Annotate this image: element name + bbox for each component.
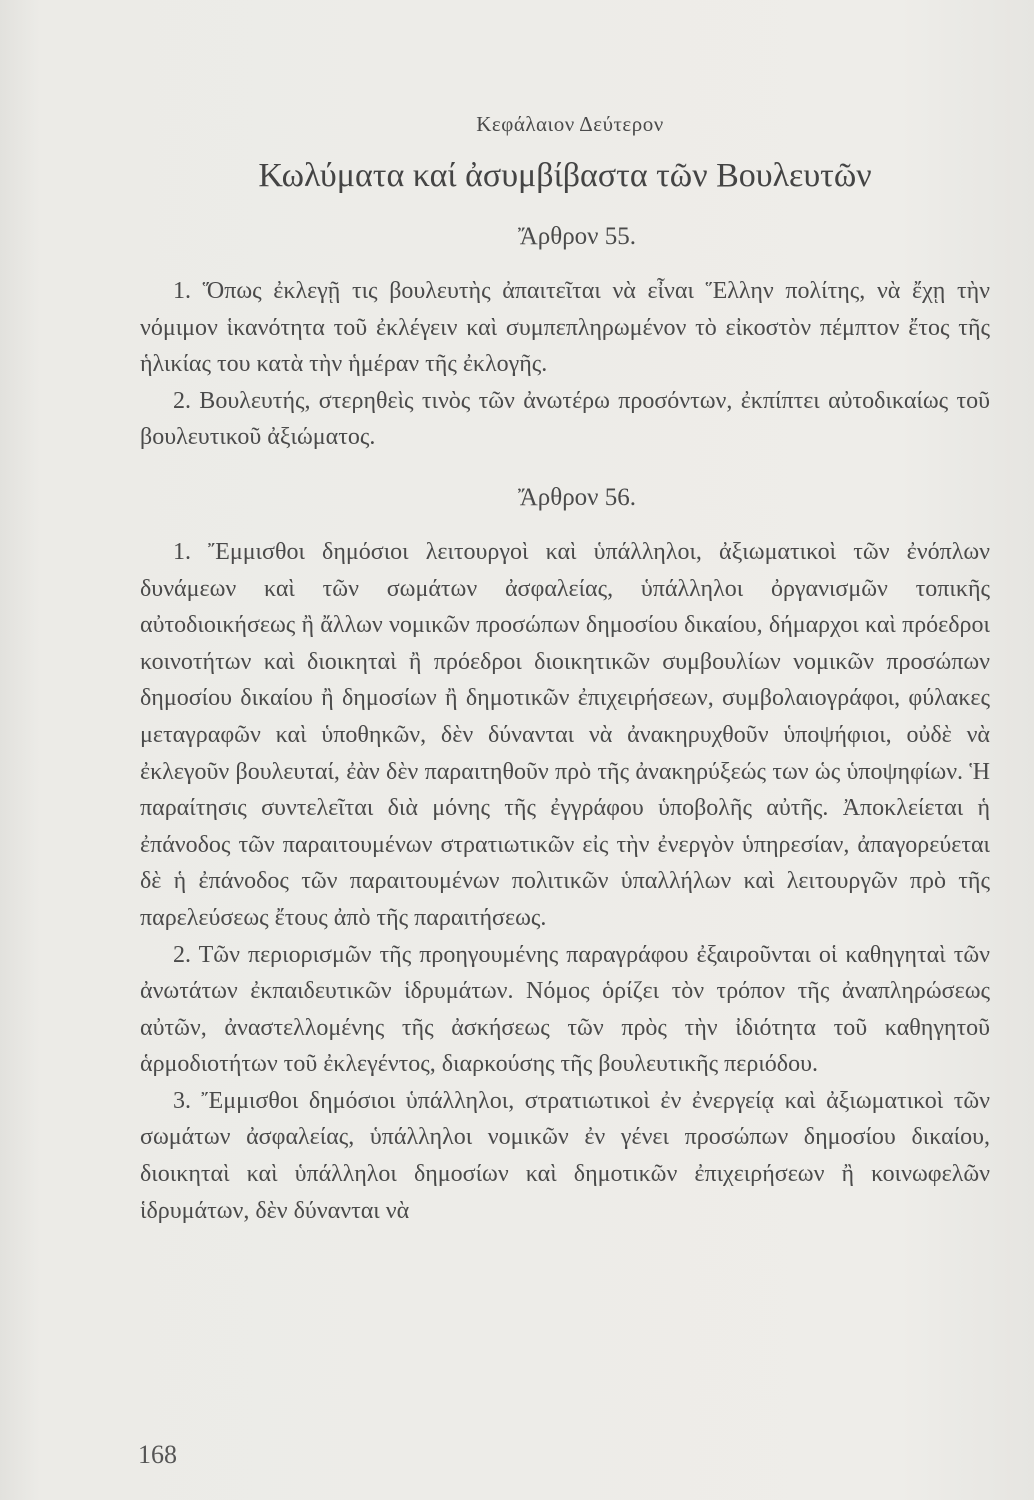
- page-number: 168: [138, 1440, 177, 1469]
- article-55-paragraph-1: 1. Ὅπως ἐκλεγῇ τις βουλευτὴς ἀπαιτεῖται νὰ εἶναι Ἕλλην πολίτης, νὰ ἔχῃ τὴν νόμιμον ἱκανότητα τοῦ ἐκλέγειν καὶ συμπεπληρωμένον τὸ εἰκοστὸν πέμπτον ἔτος τῆς ἡλικίας του κατὰ τὴν ἡμέραν τῆς ἐκλογῆς.: [140, 278, 990, 378]
- article-56-paragraph-2: 2. Τῶν περιορισμῶν τῆς προηγουμένης παραγράφου ἐξαιροῦνται οἱ καθηγηταὶ τῶν ἀνωτάτων ἐκπαιδευτικῶν ἱδρυμάτων. Νόμος ὁρίζει τὸν τρόπον τῆς ἀναπληρώσεως αὐτῶν, ἀναστελλομένης τῆς ἀσκήσεως τῶν πρὸς τὴν ἰδιότητα τοῦ καθηγητοῦ ἁρμοδιοτήτων τοῦ ἐκλεγέντος, διαρκούσης τῆς βουλευτικῆς περιόδου.: [140, 941, 990, 1078]
- chapter-label: Κεφάλαιον Δεύτερον: [476, 112, 664, 136]
- section-gap: [140, 456, 990, 484]
- article-56-paragraph-3: 3. Ἔμμισθοι δημόσιοι ὑπάλληλοι, στρατιωτικοὶ ἐν ἐνεργείᾳ καὶ ἀξιωματικοὶ τῶν σωμάτων ἀσφαλείας, ὑπάλληλοι νομικῶν ἐν γένει προσώπων δημοσίου δικαίου, διοικηταὶ καὶ ὑπάλληλοι δημοσίων καὶ δημοτικῶν ἐπιχειρήσεων ἢ κοινωφελῶν ἱδρυμάτων, δὲν δύνανται νὰ: [140, 1087, 990, 1224]
- article-55-paragraph-2: 2. Βουλευτής, στερηθεὶς τινὸς τῶν ἀνωτέρω προσόντων, ἐκπίπτει αὐτοδικαίως τοῦ βουλευτικοῦ ἀξιώματος.: [140, 387, 990, 451]
- article-55-heading: Ἄρθρον 55.: [517, 223, 636, 250]
- article-56-heading: Ἄρθρον 56.: [517, 483, 636, 511]
- article-56-paragraph-1: 1. Ἔμμισθοι δημόσιοι λειτουργοὶ καὶ ὑπάλληλοι, ἀξιωματικοὶ τῶν ἐνόπλων δυνάμεων καὶ τῶν σωμάτων ἀσφαλείας, ὑπάλληλοι ὀργανισμῶν τοπικῆς αὐτοδιοικήσεως ἢ ἄλλων νομικῶν προσώπων δημοσίου δικαίου, δήμαρχοι καὶ πρόεδροι κοινοτήτων καὶ διοικηταὶ ἢ πρόεδροι διοικητικῶν συμβουλίων νομικῶν προσώπων δημοσίου δικαίου ἢ δημοσίων ἢ δημοτικῶν ἐπιχειρήσεων, συμβολαιογράφοι, φύλακες μεταγραφῶν καὶ ὑποθηκῶν, δὲν δύνανται νὰ ἀνακηρυχθοῦν ὑποψήφιοι, οὐδὲ νὰ ἐκλεγοῦν βουλευταί, ἐὰν δὲν παραιτηθοῦν πρὸ τῆς ἀνακηρύξεώς των ὡς ὑποψηφίων. Ἡ παραίτησις συντελεῖται διὰ μόνης τῆς ἐγγράφου ὑποβολῆς αὐτῆς. Ἀποκλείεται ἡ ἐπάνοδος τῶν παραιτουμένων στρατιωτικῶν εἰς τὴν ἐνεργὸν ὑπηρεσίαν, ἀπαγορεύεται δὲ ἡ ἐπάνοδος τῶν παραιτουμένων πολιτικῶν ὑπαλλήλων καὶ λειτουργῶν πρὸ τῆς παρελεύσεως ἔτους ἀπὸ τῆς παραιτήσεως.: [140, 538, 990, 931]
- page-content: [140, 112, 990, 1229]
- chapter-title: Κωλύματα καί ἀσυμβίβαστα τῶν Βουλευτῶν: [258, 157, 872, 194]
